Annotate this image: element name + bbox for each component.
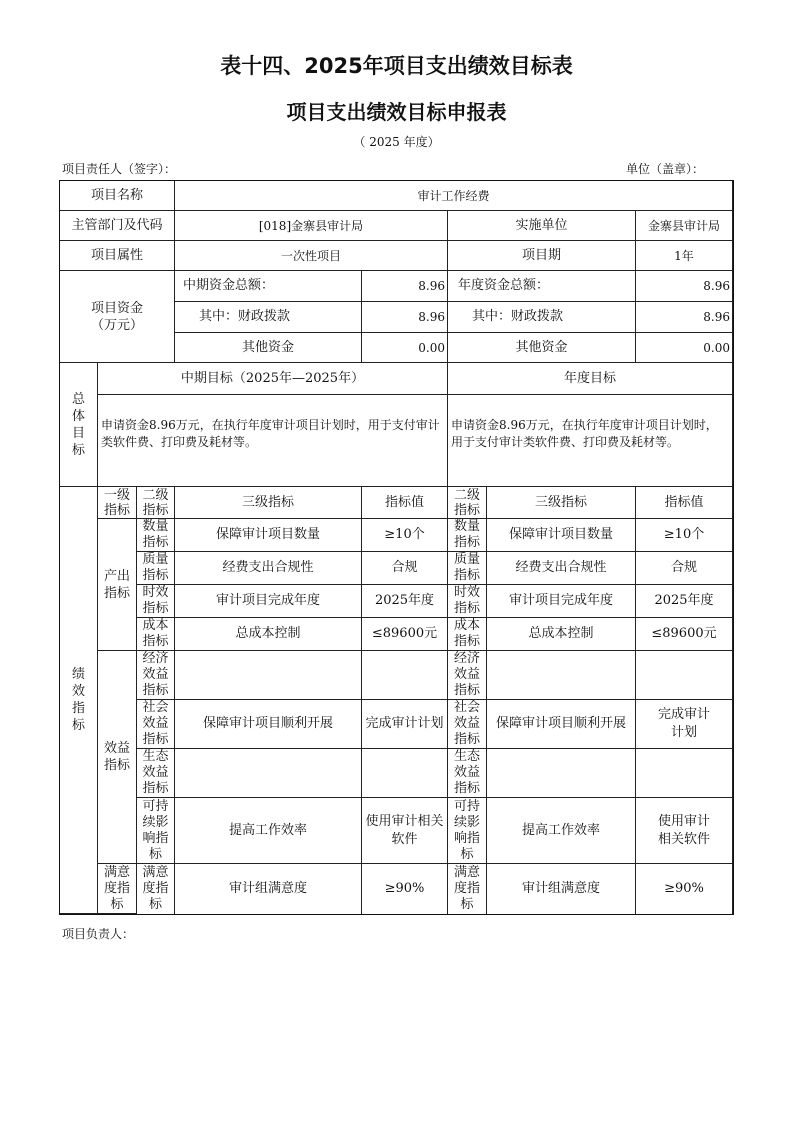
cell-line: 使用审计相关 <box>365 813 444 829</box>
goals-label <box>59 362 98 487</box>
year-total-label: 年度资金总额： <box>447 270 636 302</box>
year-fiscal-value: 8.96 <box>635 301 733 333</box>
project-name-value: 审计工作经费 <box>174 180 733 211</box>
mid-val-cell <box>361 650 448 700</box>
cell-line: 效益 <box>142 765 169 780</box>
year-val-cell: 2025年度 <box>635 584 733 618</box>
header-line: 指标 <box>103 502 130 518</box>
cell-line: 经济 <box>142 651 169 666</box>
level2-indicator-mid <box>136 748 175 798</box>
cell-line: 时效 <box>142 585 169 600</box>
level2-indicator-year <box>447 617 487 651</box>
cell-line: 指标 <box>453 535 480 550</box>
mid-level3-cell: 保障审计项目顺利开展 <box>174 699 362 749</box>
group-line: 效益 <box>103 741 130 756</box>
year-val-cell: ≥90% <box>635 863 733 915</box>
year-val-cell: 合规 <box>635 551 733 585</box>
level2-header-year <box>447 486 487 519</box>
funds-label-line1: 项目资金 <box>90 300 143 316</box>
cell-line: 社会 <box>453 700 480 715</box>
mid-val-cell: 完成审计计划 <box>361 699 448 749</box>
cell-line: 指标 <box>142 732 169 747</box>
mid-val-cell: 合规 <box>361 551 448 585</box>
cell-line: 满意 <box>453 865 480 880</box>
cell-line: 指标 <box>453 781 480 796</box>
level3-header-mid: 三级指标 <box>174 486 362 519</box>
cell-line: 标 <box>460 846 474 862</box>
cell-line: 指标 <box>453 732 480 747</box>
cell-line: 指标 <box>453 601 480 616</box>
value-header-mid: 指标值 <box>361 486 448 519</box>
group-line: 指标 <box>103 585 130 601</box>
level2-indicator-year <box>447 699 487 749</box>
cell-line: 效益 <box>453 716 480 731</box>
cell-line: 响指 <box>142 830 169 846</box>
mid-val-cell <box>361 748 448 798</box>
mid-fiscal-label: 其中：财政拨款 <box>174 301 362 333</box>
level2-indicator-year <box>447 584 487 618</box>
level2-indicator-mid <box>136 584 175 618</box>
header-line: 二级 <box>453 487 480 503</box>
project-name-label: 项目名称 <box>59 180 175 211</box>
cell-line: 度指 <box>453 881 480 896</box>
mid-level3-cell: 审计组满意度 <box>174 863 362 915</box>
dept-label: 主管部门及代码 <box>59 210 175 241</box>
cell-line: 软件 <box>391 831 418 847</box>
level2-header-mid <box>136 486 175 519</box>
cell-line: 生态 <box>453 749 480 764</box>
mid-total-value: 8.96 <box>361 270 448 302</box>
year-other-label: 其他资金 <box>447 332 636 363</box>
level3-header-year: 三级指标 <box>486 486 636 519</box>
level2-indicator-year <box>447 650 487 700</box>
cell-line: 度指 <box>142 881 169 896</box>
cell-line: 标 <box>148 897 162 912</box>
year-goal-header: 年度目标 <box>447 362 733 395</box>
mid-level3-cell: 总成本控制 <box>174 617 362 651</box>
level2-indicator-year <box>447 797 487 864</box>
goals-label-char: 标 <box>71 442 85 458</box>
level2-indicator-year <box>447 748 487 798</box>
mid-total-label: 中期资金总额： <box>174 270 362 302</box>
cell-line: 数量 <box>142 519 169 534</box>
unit-seal-label: 单位（盖章）： <box>626 162 705 176</box>
year-total-value: 8.96 <box>635 270 733 302</box>
group-output <box>97 518 137 651</box>
indicators-label-char: 绩 <box>71 667 85 682</box>
cell-line: 指标 <box>453 683 480 698</box>
cell-line: 指标 <box>142 634 169 649</box>
year-level3-cell: 审计组满意度 <box>486 863 636 915</box>
group-line: 产出 <box>103 568 130 584</box>
level2-indicator-year <box>447 863 487 915</box>
impl-value: 金寨县审计局 <box>635 210 733 241</box>
mid-val-cell <box>361 797 448 864</box>
dept-value: [018]金寨县审计局 <box>174 210 448 241</box>
cell-line: 续影 <box>453 814 480 830</box>
form-subtitle: 项目支出绩效目标申报表 <box>286 100 507 124</box>
indicators-label <box>59 486 98 914</box>
mid-other-label: 其他资金 <box>174 332 362 363</box>
goals-label-char: 体 <box>71 408 85 424</box>
cell-line: 生态 <box>142 749 169 764</box>
indicators-label-char: 标 <box>71 718 85 733</box>
level2-indicator-mid <box>136 650 175 700</box>
attr-value: 一次性项目 <box>174 240 448 271</box>
cell-line: 使用审计 <box>657 813 710 829</box>
cell-line: 指标 <box>142 781 169 796</box>
mid-level3-cell <box>174 650 362 700</box>
goals-label-char: 目 <box>71 425 85 441</box>
group-line: 满意 <box>103 864 130 880</box>
attr-label: 项目属性 <box>59 240 175 271</box>
funds-label-line2: （万元） <box>90 317 143 333</box>
cell-line: 指标 <box>453 634 480 649</box>
year-val-cell: ≥10个 <box>635 518 733 552</box>
cell-line: 社会 <box>142 700 169 715</box>
mid-fiscal-value: 8.96 <box>361 301 448 333</box>
year-val-cell <box>635 797 733 864</box>
cell-line: 可持 <box>142 798 169 814</box>
cell-line: 质量 <box>453 552 480 567</box>
period-value: 1年 <box>635 240 733 271</box>
cell-line: 指标 <box>142 601 169 616</box>
cell-line: 经济 <box>453 651 480 666</box>
funds-label <box>59 270 175 363</box>
cell-line: 成本 <box>142 618 169 633</box>
cell-line: 效益 <box>142 667 169 682</box>
year-level3-cell: 提高工作效率 <box>486 797 636 864</box>
mid-level3-cell: 保障审计项目数量 <box>174 518 362 552</box>
cell-line: 完成审计 <box>657 707 710 722</box>
year-level3-cell: 审计项目完成年度 <box>486 584 636 618</box>
mid-val-cell: 2025年度 <box>361 584 448 618</box>
cell-line: 满意 <box>142 865 169 880</box>
cell-line: 计划 <box>670 725 697 740</box>
group-satisfaction <box>97 863 137 914</box>
mid-val-cell: ≤89600元 <box>361 617 448 651</box>
level1-header <box>97 486 137 519</box>
group-line: 指标 <box>103 758 130 773</box>
mid-level3-cell: 提高工作效率 <box>174 797 362 864</box>
year-val-cell <box>635 650 733 700</box>
year-level3-cell <box>486 650 636 700</box>
year-val-cell: ≤89600元 <box>635 617 733 651</box>
year-level3-cell: 总成本控制 <box>486 617 636 651</box>
responsible-signature-label: 项目责任人（签字）： <box>62 162 177 176</box>
header-line: 二级 <box>142 487 169 503</box>
year-val-cell <box>635 699 733 749</box>
mid-val-cell: ≥90% <box>361 863 448 915</box>
indicators-label-char: 指 <box>71 701 85 716</box>
level2-indicator-year <box>447 551 487 585</box>
cell-line: 效益 <box>453 765 480 780</box>
cell-line: 指标 <box>142 683 169 698</box>
year-level3-cell: 保障审计项目数量 <box>486 518 636 552</box>
cell-line: 相关软件 <box>657 831 710 847</box>
cell-line: 成本 <box>453 618 480 633</box>
goals-label-char: 总 <box>71 391 85 407</box>
level2-indicator-mid <box>136 797 175 864</box>
cell-line: 指标 <box>453 568 480 583</box>
mid-goal-header: 中期目标（2025年—2025年） <box>97 362 448 395</box>
mid-val-cell: ≥10个 <box>361 518 448 552</box>
level2-indicator-mid <box>136 551 175 585</box>
year-other-value: 0.00 <box>635 332 733 363</box>
level2-indicator-mid <box>136 699 175 749</box>
period-label: 项目期 <box>447 240 636 271</box>
cell-line: 续影 <box>142 814 169 830</box>
mid-level3-cell <box>174 748 362 798</box>
year-line: （ 2025 年度） <box>353 135 440 149</box>
page-title: 表十四、2025年项目支出绩效目标表 <box>220 54 573 78</box>
cell-line: 指标 <box>142 568 169 583</box>
group-line: 度指 <box>103 880 130 896</box>
header-line: 指标 <box>142 502 169 518</box>
cell-line: 效益 <box>453 667 480 682</box>
mid-goal-text: 申请资金8.96万元，在执行年度审计项目计划时，用于支付审计类软件费、打印费及耗材等。 <box>97 394 448 487</box>
mid-level3-cell: 审计项目完成年度 <box>174 584 362 618</box>
group-line: 标 <box>110 896 124 912</box>
level2-indicator-mid <box>136 518 175 552</box>
cell-line: 响指 <box>453 830 480 846</box>
year-level3-cell: 保障审计项目顺利开展 <box>486 699 636 749</box>
header-line: 一级 <box>103 487 130 503</box>
cell-line: 质量 <box>142 552 169 567</box>
header-line: 指标 <box>453 502 480 518</box>
cell-line: 可持 <box>453 798 480 814</box>
year-val-cell <box>635 748 733 798</box>
value-header-year: 指标值 <box>635 486 733 519</box>
cell-line: 标 <box>460 897 474 912</box>
year-level3-cell <box>486 748 636 798</box>
level2-indicator-year <box>447 518 487 552</box>
group-benefit <box>97 650 137 864</box>
year-goal-text: 申请资金8.96万元，在执行年度审计项目计划时，用于支付审计类软件费、打印费及耗材等。 <box>447 394 733 487</box>
year-level3-cell: 经费支出合规性 <box>486 551 636 585</box>
cell-line: 标 <box>148 846 162 862</box>
cell-line: 指标 <box>142 535 169 550</box>
mid-level3-cell: 经费支出合规性 <box>174 551 362 585</box>
year-fiscal-label: 其中：财政拨款 <box>447 301 636 333</box>
level2-indicator-mid <box>136 617 175 651</box>
cell-line: 效益 <box>142 716 169 731</box>
level2-indicator-mid <box>136 863 175 915</box>
indicators-label-char: 效 <box>71 684 85 699</box>
project-owner-label: 项目负责人： <box>62 927 135 941</box>
cell-line: 数量 <box>453 519 480 534</box>
cell-line: 时效 <box>453 585 480 600</box>
impl-label: 实施单位 <box>447 210 636 241</box>
mid-other-value: 0.00 <box>361 332 448 363</box>
